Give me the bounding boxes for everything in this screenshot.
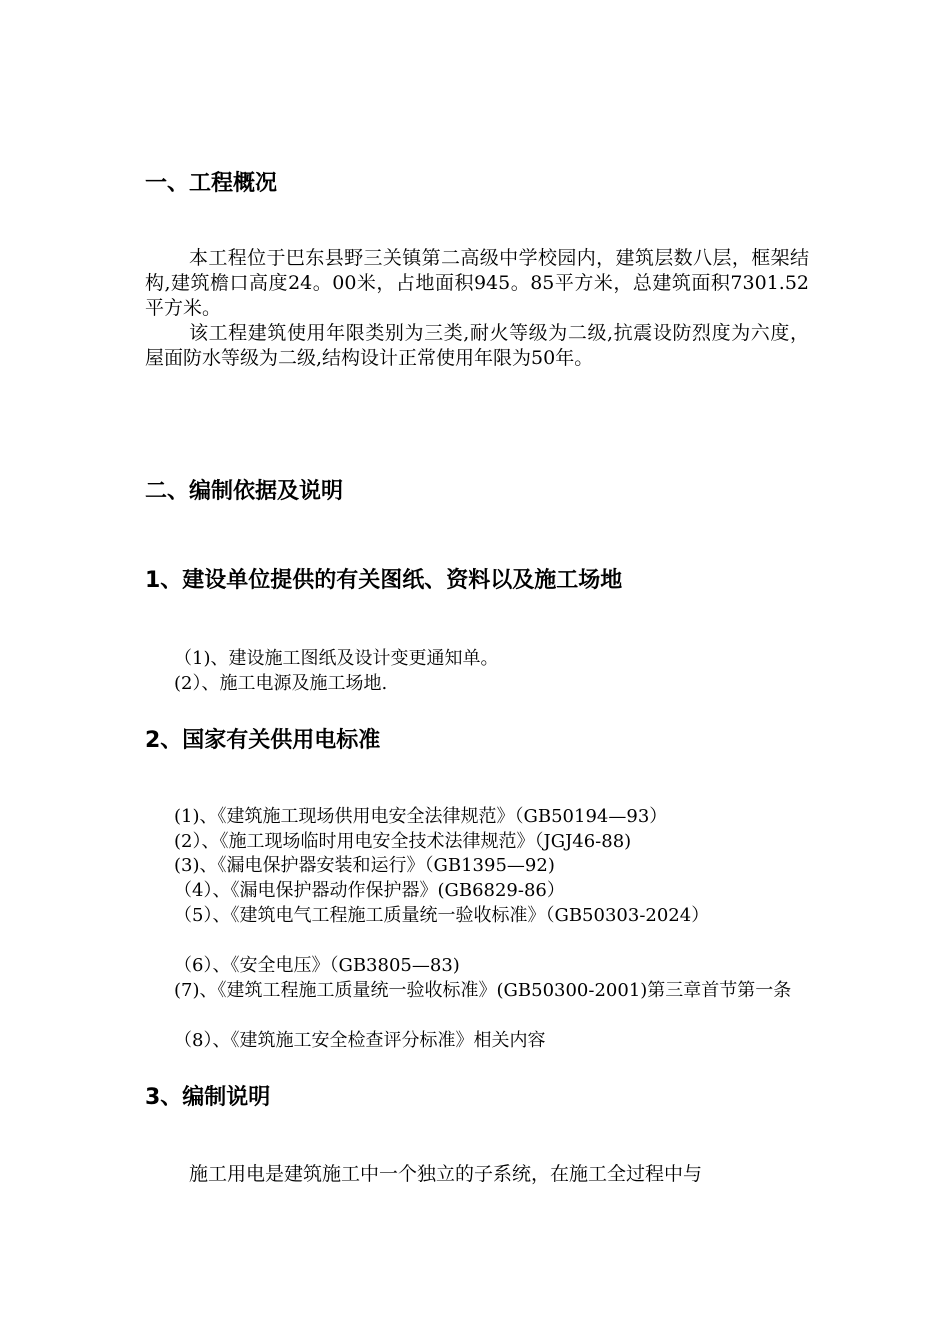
notes-paragraph: 施工用电是建筑施工中一个独立的子系统，在施工全过程中与 xyxy=(189,1163,703,1185)
section-heading-overview: 一、工程概况 xyxy=(145,171,278,196)
subsection-heading-notes: 3、编制说明 xyxy=(145,1085,271,1110)
subsection-heading-standards: 2、国家有关供用电标准 xyxy=(145,728,381,753)
list-item: （5）、《建筑电气工程施工质量统一验收标准》（GB50303-2024） xyxy=(174,905,710,926)
list-item: (1)、《建筑施工现场供用电安全法律规范》（GB50194—93） xyxy=(174,806,668,827)
list-item: （4）、《漏电保护器动作保护器》(GB6829-86） xyxy=(174,880,565,901)
list-item: （6）、《安全电压》（GB3805—83) xyxy=(174,955,460,976)
list-item: （1)、建设施工图纸及设计变更通知单。 xyxy=(174,648,499,669)
section-heading-basis: 二、编制依据及说明 xyxy=(145,479,344,504)
subsection-heading-drawings: 1、建设单位提供的有关图纸、资料以及施工场地 xyxy=(145,568,623,593)
list-item: (2）、《施工现场临时用电安全技术法律规范》（JGJ46-88) xyxy=(174,831,632,852)
list-item: (2）、施工电源及施工场地. xyxy=(174,673,388,694)
list-item: （8）、《建筑施工安全检查评分标准》相关内容 xyxy=(174,1030,546,1051)
list-item: (3)、《漏电保护器安装和运行》（GB1395—92) xyxy=(174,855,555,876)
overview-paragraph-1: 本工程位于巴东县野三关镇第二高级中学校园内，建筑层数八层，框架结构,建筑檐口高度24。00米，占地面积945。85平方米，总建筑面积7301.52平方米。 xyxy=(145,247,809,319)
list-item: (7)、《建筑工程施工质量统一验收标准》(GB50300-2001)第三章首节第一条 xyxy=(174,980,792,1001)
overview-paragraph-2: 该工程建筑使用年限类别为三类,耐火等级为二级,抗震设防烈度为六度，屋面防水等级为二级,结构设计正常使用年限为50年。 xyxy=(145,322,809,369)
